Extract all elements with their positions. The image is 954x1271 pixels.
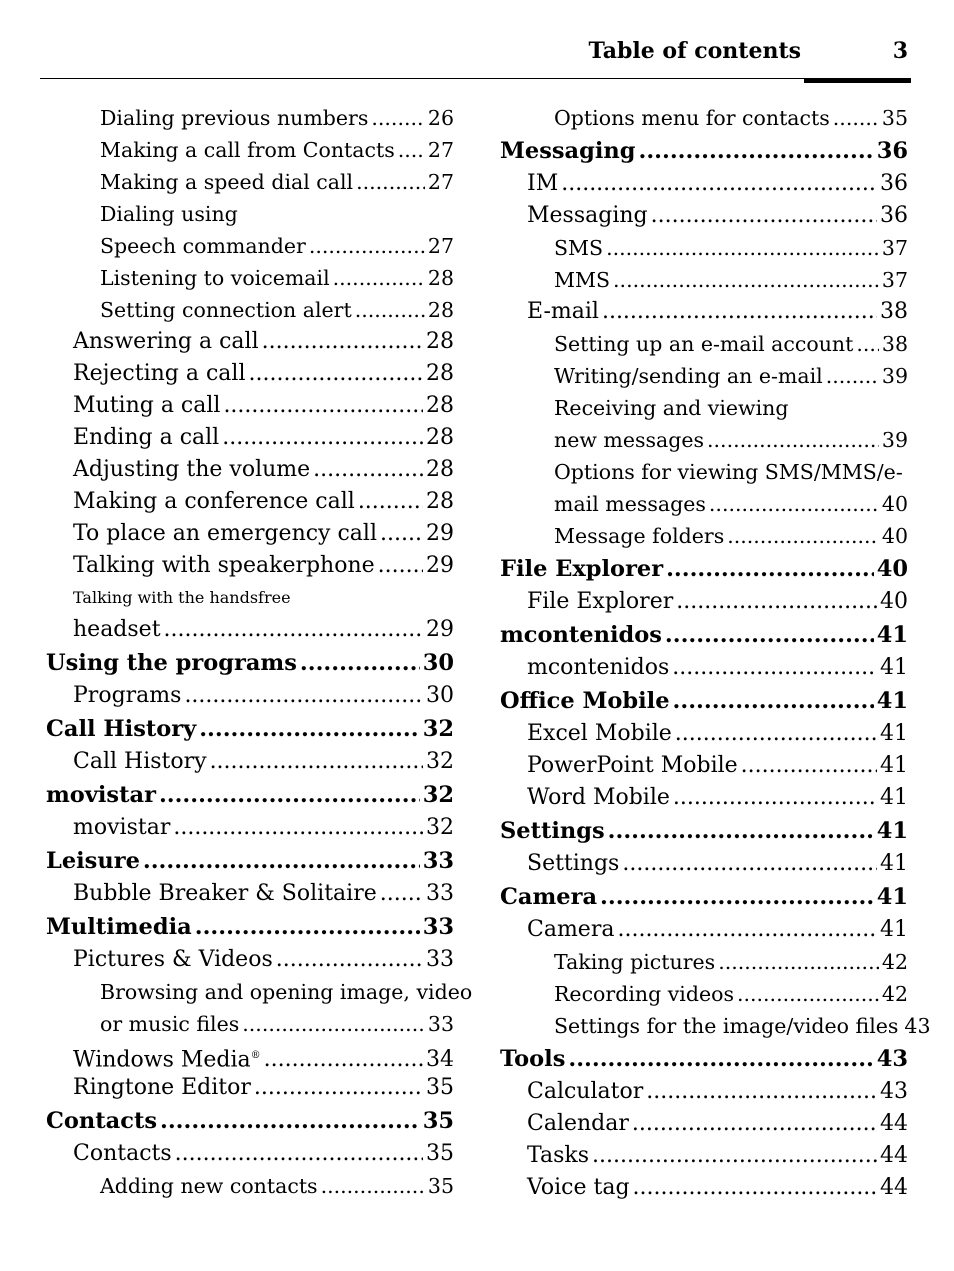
toc-chapter[interactable]: Settings ..... 41 [500,814,908,848]
toc-entry[interactable]: Ending a call ..... 28 [46,422,454,454]
toc-entry[interactable]: Options menu for contacts ..... 35 [500,102,908,134]
toc-entry[interactable]: Writing/sending an e-mail ..... 39 [500,360,908,392]
running-header [40,0,911,79]
toc-entry[interactable]: Settings ..... 41 [500,848,908,880]
toc-entry[interactable]: E-mail ..... 38 [500,296,908,328]
toc-chapter[interactable]: Camera ..... 41 [500,880,908,914]
toc-entry[interactable]: new messages ..... 39 [500,424,908,456]
toc-entry[interactable]: Muting a call ..... 28 [46,390,454,422]
toc-entry[interactable]: IM ..... 36 [500,168,908,200]
toc-entry[interactable]: Setting connection alert ..... 28 [46,294,454,326]
toc-entry[interactable]: headset ..... 29 [46,614,454,646]
toc-chapter[interactable]: movistar ..... 32 [46,778,454,812]
toc-chapter[interactable]: Contacts ..... 35 [46,1104,454,1138]
toc-chapter[interactable]: Call History ..... 32 [46,712,454,746]
toc-entry-line: Dialing using [100,202,238,226]
toc-entry[interactable]: Setting up an e-mail account ..... 38 [500,328,908,360]
toc-entry[interactable]: Recording videos ..... 42 [500,978,908,1010]
page-number: 3 [892,38,908,64]
toc-entry[interactable]: Calendar ..... 44 [500,1108,908,1140]
toc-chapter[interactable]: Multimedia ..... 33 [46,910,454,944]
toc-entry[interactable]: Tasks ..... 44 [500,1140,908,1172]
toc-entry[interactable]: Adding new contacts ..... 35 [46,1170,454,1202]
toc-entry[interactable]: Word Mobile ..... 41 [500,782,908,814]
toc-entry[interactable]: movistar ..... 32 [46,812,454,844]
toc-entry[interactable]: Pictures & Videos ..... 33 [46,944,454,976]
toc-entry[interactable]: Rejecting a call ..... 28 [46,358,454,390]
toc-entry[interactable]: Dialing previous numbers ..... 26 [46,102,454,134]
header-rule-accent [804,78,911,83]
toc-entry-line: Options for viewing SMS/MMS/e- [554,460,903,484]
toc-entry[interactable]: Settings for the image/video files 43 [554,1014,931,1038]
toc-chapter[interactable]: File Explorer ..... 40 [500,552,908,586]
toc-entry[interactable]: Camera ..... 41 [500,914,908,946]
toc-entry[interactable]: Bubble Breaker & Solitaire ..... 33 [46,878,454,910]
toc-entry[interactable]: Adjusting the volume ..... 28 [46,454,454,486]
toc-entry[interactable]: Making a conference call ..... 28 [46,486,454,518]
header-title: Table of contents [588,38,801,64]
toc-entry[interactable]: Listening to voicemail ..... 28 [46,262,454,294]
toc-entry[interactable]: MMS ..... 37 [500,264,908,296]
toc-column-right [500,102,931,1204]
toc-column-left [46,102,473,1202]
toc-entry-line: Talking with the handsfree [73,588,291,607]
toc-entry[interactable]: mail messages ..... 40 [500,488,908,520]
toc-entry[interactable]: or music files ..... 33 [46,1008,454,1040]
toc-entry[interactable]: PowerPoint Mobile ..... 41 [500,750,908,782]
toc-entry-line: Browsing and opening image, video [100,980,473,1004]
toc-entry[interactable]: Speech commander ..... 27 [46,230,454,262]
toc-entry[interactable]: Making a speed dial call ..... 27 [46,166,454,198]
toc-entry[interactable]: Excel Mobile ..... 41 [500,718,908,750]
toc-chapter[interactable]: Office Mobile ..... 41 [500,684,908,718]
toc-chapter[interactable]: Tools ..... 43 [500,1042,908,1076]
toc-entry[interactable]: File Explorer ..... 40 [500,586,908,618]
toc-entry[interactable]: Message folders ..... 40 [500,520,908,552]
toc-entry[interactable]: Taking pictures ..... 42 [500,946,908,978]
toc-entry[interactable]: Contacts ..... 35 [46,1138,454,1170]
toc-entry[interactable]: Messaging ..... 36 [500,200,908,232]
toc-entry[interactable]: Call History ..... 32 [46,746,454,778]
toc-entry[interactable]: Talking with speakerphone ..... 29 [46,550,454,582]
toc-entry[interactable]: Making a call from Contacts ..... 27 [46,134,454,166]
toc-entry[interactable]: Calculator ..... 43 [500,1076,908,1108]
toc-entry[interactable]: SMS ..... 37 [500,232,908,264]
toc-entry[interactable]: To place an emergency call ..... 29 [46,518,454,550]
toc-entry-line: Receiving and viewing [554,396,789,420]
toc-entry[interactable]: Programs ..... 30 [46,680,454,712]
toc-chapter[interactable]: Using the programs ..... 30 [46,646,454,680]
toc-chapter[interactable]: Messaging ..... 36 [500,134,908,168]
toc-entry[interactable]: mcontenidos ..... 41 [500,652,908,684]
toc-entry[interactable]: Windows Media® ..... 34 [46,1040,454,1072]
toc-entry[interactable]: Answering a call ..... 28 [46,326,454,358]
toc-entry[interactable]: Ringtone Editor ..... 35 [46,1072,454,1104]
toc-chapter[interactable]: mcontenidos ..... 41 [500,618,908,652]
toc-entry[interactable]: Voice tag ..... 44 [500,1172,908,1204]
toc-chapter[interactable]: Leisure ..... 33 [46,844,454,878]
